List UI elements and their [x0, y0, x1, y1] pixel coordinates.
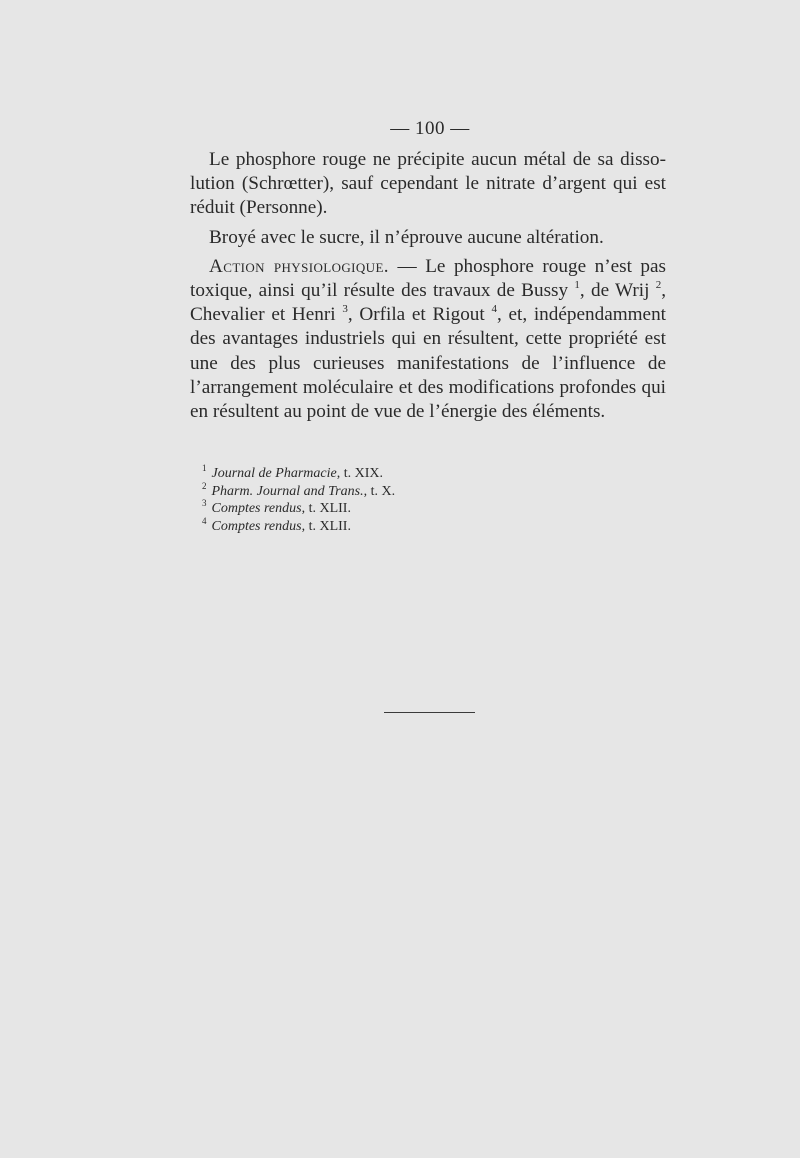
footnote-mark: 4	[202, 515, 207, 526]
footnote-title: Pharm. Journal and Trans.	[211, 483, 364, 499]
footnote-mark: 1	[202, 463, 207, 474]
footnote-1	[202, 465, 395, 483]
footnote-rest: , t. XLII.	[301, 518, 351, 534]
paragraph-text-segment: — Le phosphore rouge n’est pas toxique, ainsi qu’il résulte des travaux de Bussy	[190, 255, 666, 302]
footnote-rest: , t. X.	[363, 483, 396, 499]
paragraph-text-segment: , Chevalier et Henri	[190, 280, 666, 326]
page-number: — 100 —	[390, 118, 470, 139]
footnote-rest: , t. XLII.	[301, 501, 351, 516]
footnotes	[202, 465, 395, 535]
footnote-2	[202, 480, 396, 501]
paragraph-physiological-action	[190, 255, 666, 424]
footnote-ref-3: 3	[342, 302, 348, 315]
section-heading-physiological-action: Action physiologique.	[209, 255, 389, 277]
footnote-3	[202, 500, 395, 518]
paragraph-text-segment: , Orfila et Rigout	[347, 304, 492, 326]
paragraph-sugar-grinding: Broyé avec le sucre, il n’éprouve aucune altération.	[209, 226, 604, 248]
paragraph-text-segment: , et, indépendamment des avantages industriels qui en résultent, cette propriété est une des plus curieuses manifestations de l’influence de l’arrangement moléculaire et des modifications profondes qui en résultent au point de vue de l’énergie des éléments.	[190, 304, 666, 423]
footnote-title: Comptes rendus	[211, 518, 302, 534]
footnote-title: Comptes rendus	[211, 501, 302, 516]
footnote-title: Journal de Pharmacie	[211, 466, 337, 481]
section-end-rule	[384, 712, 475, 713]
footnote-ref-2: 2	[655, 278, 662, 291]
body-text	[190, 148, 666, 424]
footnote-mark: 2	[202, 480, 207, 491]
paragraph-red-phosphorus-precipitation: Le phosphore rouge ne précipite aucun métal de sa dissolution (Schrœtter), sauf cependant le nitrate d’argent qui est réduit (Personne).	[190, 149, 666, 219]
footnote-mark: 3	[202, 498, 207, 509]
paragraph-text-segment: , de Wrij	[579, 280, 656, 302]
footnote-rest: , t. XIX.	[336, 466, 383, 481]
footnote-ref-1: 1	[574, 278, 580, 291]
footnote-ref-4: 4	[491, 302, 497, 315]
footnote-4	[202, 515, 395, 536]
